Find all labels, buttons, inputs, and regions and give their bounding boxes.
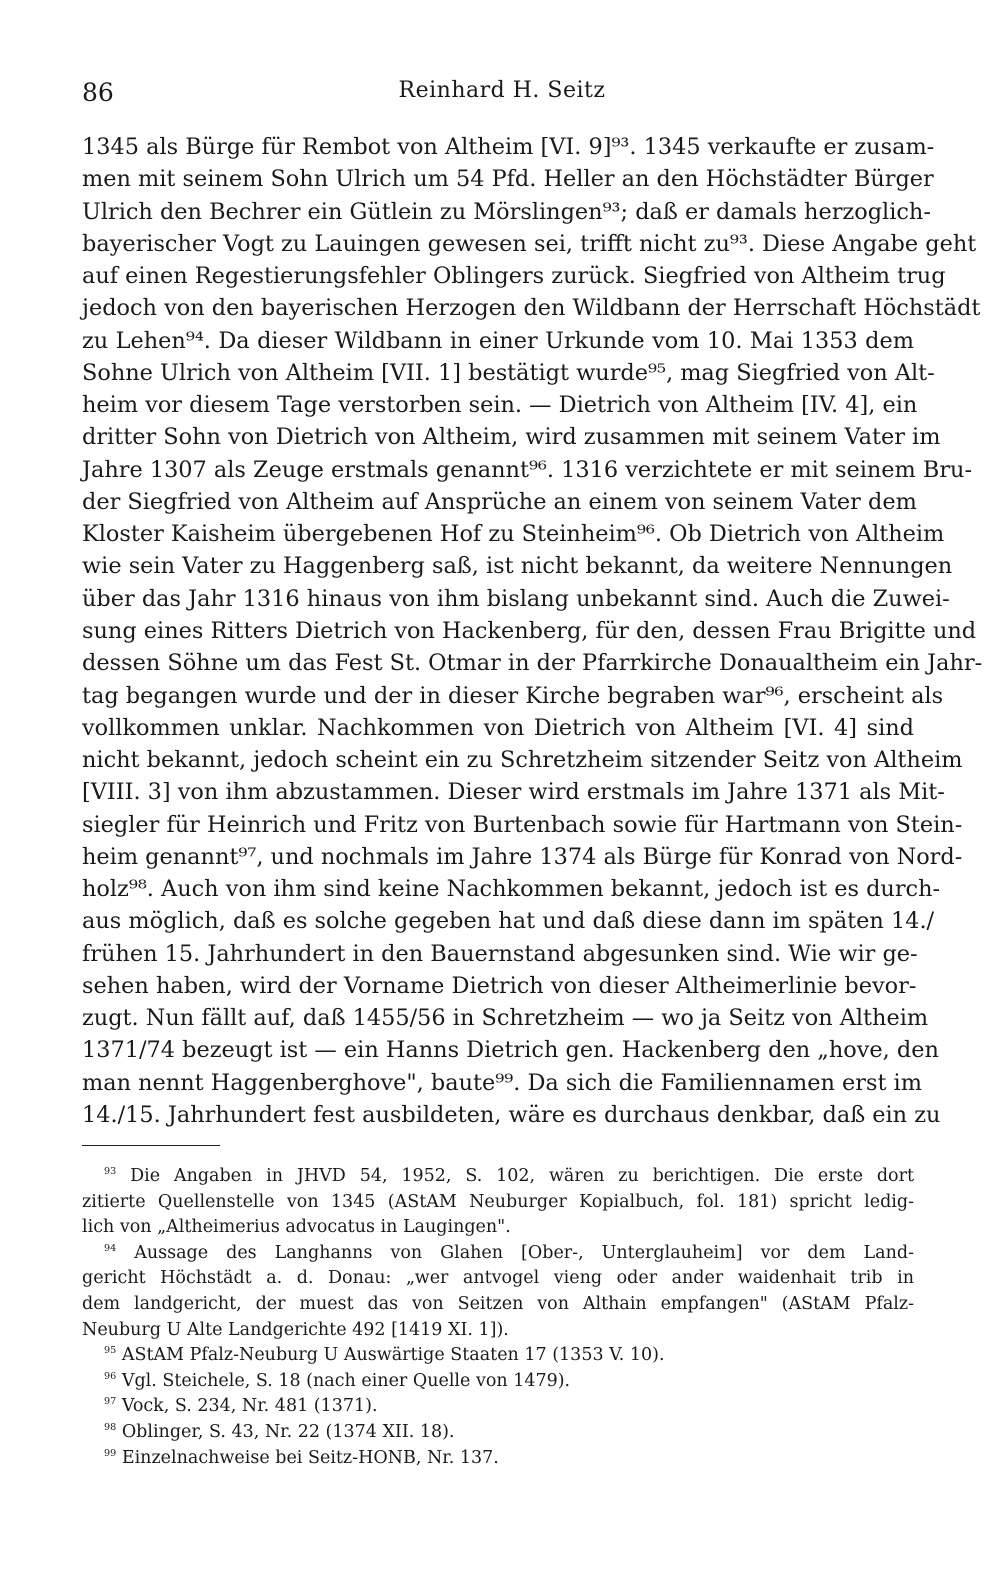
body-line: bayerischer Vogt zu Lauingen gewesen sei, trifft nicht zu⁹³. Diese Angabe geht	[82, 230, 977, 257]
footnote-text: gericht Höchstädt a. d. Donau: „wer antvogel vieng oder ander waidenhait trib in	[82, 1268, 914, 1289]
footnote-text: Oblinger, S. 43, Nr. 22 (1374 XII. 18).	[121, 1421, 455, 1442]
page-number: 86	[82, 78, 114, 107]
body-line: sung eines Ritters Dietrich von Hackenberg, für den, dessen Frau Brigitte und	[82, 617, 977, 644]
body-line: dritter Sohn von Dietrich von Altheim, wird zusammen mit seinem Vater im	[82, 424, 941, 451]
footnote-line	[82, 1266, 914, 1292]
footnote-line	[82, 1394, 914, 1420]
footnote-text: Neuburg U Alte Landgerichte 492 [1419 XI. 1]).	[82, 1319, 509, 1340]
body-line: 1371/74 bezeugt ist — ein Hanns Dietrich gen. Hackenberg den „hove, den	[82, 1037, 939, 1064]
body-line: auf einen Regestierungsfehler Oblingers zurück. Siegfried von Altheim trug	[82, 263, 946, 290]
footnote-text: Die Angaben in JHVD 54, 1952, S. 102, wären zu berichtigen. Die erste dort	[130, 1166, 914, 1186]
body-line: jedoch von den bayerischen Herzogen den Wildbann der Herrschaft Höchstädt	[82, 295, 981, 322]
footnote-text: lich von „Altheimerius advocatus in Laugingen".	[82, 1217, 511, 1238]
footnote-text: Vock, S. 234, Nr. 481 (1371).	[121, 1396, 378, 1417]
footnote-line	[82, 1292, 914, 1318]
footnote-text: Aussage des Langhanns von Glahen [Ober-, Unterglauheim] vor dem Land-	[134, 1242, 914, 1263]
body-line: vollkommen unklar. Nachkommen von Dietrich von Altheim [VI. 4] sind	[82, 714, 914, 741]
footnote-line	[82, 1190, 914, 1216]
body-text	[82, 131, 983, 1131]
body-line: heim genannt⁹⁷, und nochmals im Jahre 1374 als Bürge für Konrad von Nord-	[82, 843, 963, 870]
body-line: frühen 15. Jahrhundert in den Bauernstand abgesunken sind. Wie wir ge-	[82, 940, 918, 967]
body-line: wie sein Vater zu Haggenberg saß, ist nicht bekannt, da weitere Nennungen	[82, 553, 953, 580]
footnote-number: 96	[104, 1370, 117, 1382]
body-line: heim vor diesem Tage verstorben sein. — Dietrich von Altheim [IV. 4], ein	[82, 392, 918, 419]
body-line: Sohne Ulrich von Altheim [VII. 1] bestätigt wurde⁹⁵, mag Siegfried von Alt-	[82, 359, 935, 386]
body-line: sehen haben, wird der Vorname Dietrich von dieser Altheimerlinie bevor-	[82, 972, 917, 999]
footnote-line	[82, 1369, 914, 1395]
body-line: 14./15. Jahrhundert fest ausbildeten, wäre es durchaus denkbar, daß ein zu	[82, 1101, 941, 1128]
page-header	[82, 78, 922, 118]
footnote-rule	[82, 1145, 220, 1146]
footnote-number: 97	[104, 1396, 117, 1408]
body-line: [VIII. 3] von ihm abzustammen. Dieser wird erstmals im Jahre 1371 als Mit-	[82, 779, 945, 806]
footnote-line	[82, 1318, 914, 1344]
footnote-number: 99	[104, 1447, 117, 1459]
body-line: holz⁹⁸. Auch von ihm sind keine Nachkommen bekannt, jedoch ist es durch-	[82, 876, 941, 903]
body-line: dessen Söhne um das Fest St. Otmar in der Pfarrkirche Donaualtheim ein Jahr-	[82, 650, 983, 677]
footnote-line	[82, 1164, 914, 1190]
body-line: über das Jahr 1316 hinaus von ihm bislang unbekannt sind. Auch die Zuwei-	[82, 585, 950, 612]
body-line: siegler für Heinrich und Fritz von Burtenbach sowie für Hartmann von Stein-	[82, 811, 963, 838]
footnote-number: 93	[104, 1166, 117, 1178]
footnote-text: Vgl. Steichele, S. 18 (nach einer Quelle von 1479).	[121, 1370, 571, 1391]
footnote-text: dem landgericht, der muest das von Seitzen von Althain empfangen" (AStAM Pfalz-	[82, 1293, 914, 1314]
footnote-number: 98	[104, 1422, 117, 1434]
running-head: Reinhard H. Seitz	[398, 78, 606, 103]
footnote-line	[82, 1343, 914, 1369]
footnote-text: Einzelnachweise bei Seitz-HONB, Nr. 137.	[121, 1447, 499, 1468]
body-line: Ulrich den Bechrer ein Gütlein zu Mörslingen⁹³; daß er damals herzoglich-	[82, 198, 931, 225]
footnote-text: zitierte Quellenstelle von 1345 (AStAM Neuburger Kopialbuch, fol. 181) spricht ledig-	[82, 1191, 914, 1212]
body-line: Jahre 1307 als Zeuge erstmals genannt⁹⁶. 1316 verzichtete er mit seinem Bru-	[82, 456, 973, 483]
footnote-line	[82, 1446, 914, 1472]
body-line: zugt. Nun fällt auf, daß 1455/56 in Schretzheim — wo ja Seitz von Altheim	[82, 1005, 929, 1032]
footnote-line	[82, 1215, 914, 1241]
footnote-number: 95	[104, 1345, 117, 1357]
body-line: tag begangen wurde und der in dieser Kirche begraben war⁹⁶, erscheint als	[82, 682, 944, 709]
footnote-line	[82, 1420, 914, 1446]
body-line: Kloster Kaisheim übergebenen Hof zu Steinheim⁹⁶. Ob Dietrich von Altheim	[82, 521, 945, 548]
footnotes	[82, 1164, 914, 1471]
footnote-text: AStAM Pfalz-Neuburg U Auswärtige Staaten 17 (1353 V. 10).	[121, 1345, 665, 1366]
body-line: aus möglich, daß es solche gegeben hat und daß diese dann im späten 14./	[82, 908, 935, 935]
footnote-line	[82, 1241, 914, 1267]
body-line: 1345 als Bürge für Rembot von Altheim [VI. 9]⁹³. 1345 verkaufte er zusam-	[82, 134, 935, 160]
body-line: der Siegfried von Altheim auf Ansprüche an einem von seinem Vater dem	[82, 488, 917, 515]
footnote-number: 94	[104, 1242, 117, 1254]
body-line: men mit seinem Sohn Ulrich um 54 Pfd. Heller an den Höchstädter Bürger	[82, 166, 934, 193]
body-line: zu Lehen⁹⁴. Da dieser Wildbann in einer Urkunde vom 10. Mai 1353 dem	[82, 327, 914, 354]
body-line: man nennt Haggenberghove", baute⁹⁹. Da sich die Familiennamen erst im	[82, 1069, 922, 1096]
body-line: nicht bekannt, jedoch scheint ein zu Schretzheim sitzender Seitz von Altheim	[82, 747, 963, 774]
